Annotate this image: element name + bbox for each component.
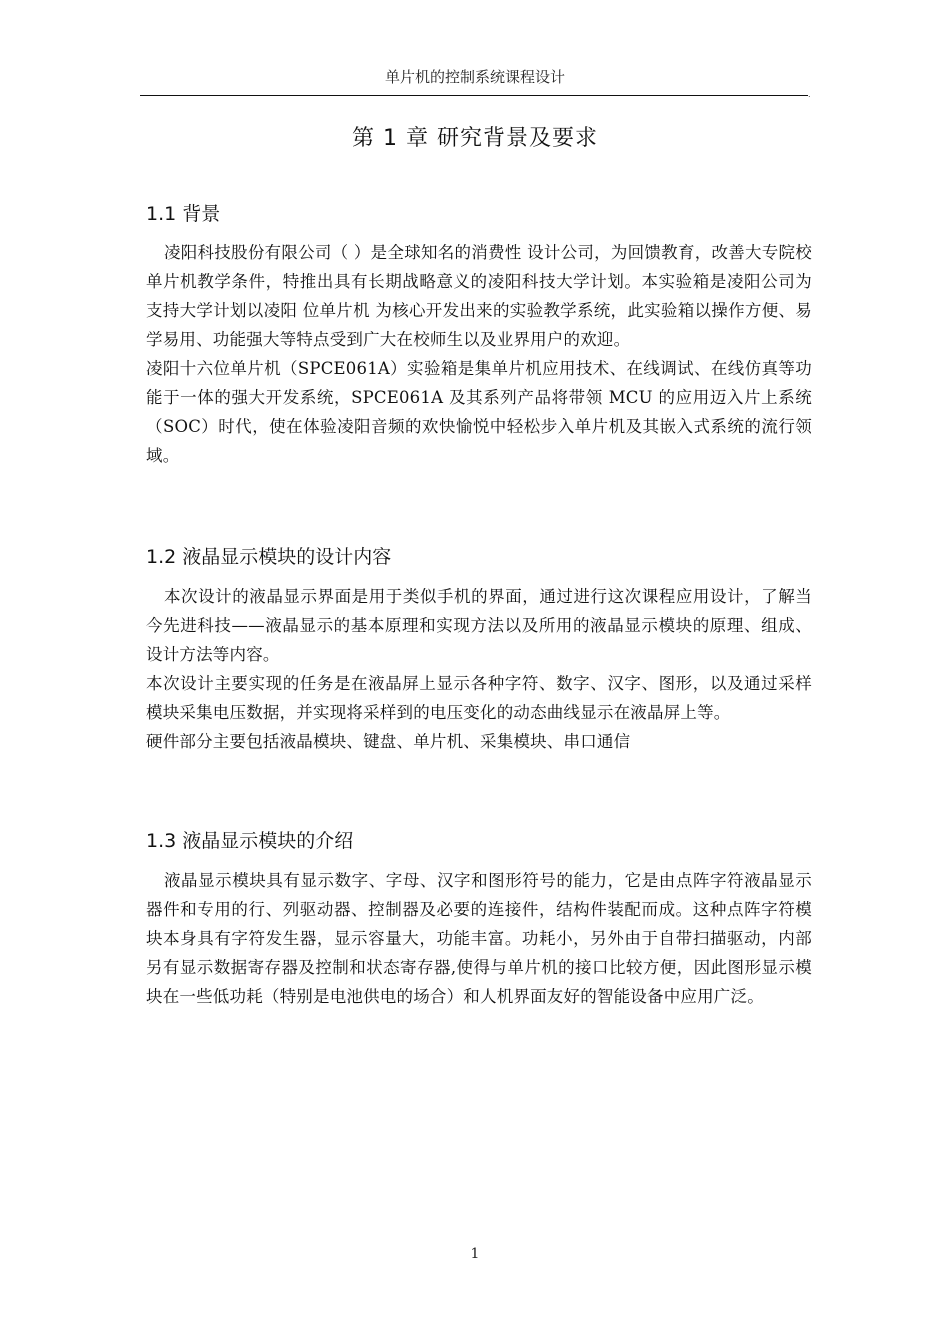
paragraph: 本次设计的液晶显示界面是用于类似手机的界面，通过进行这次课程应用设计，了解当今先进科技——液晶显示的基本原理和实现方法以及所用的液晶显示模块的原理、组成、设计方法等内容。 (146, 587, 812, 664)
section-heading-1-3: 1.3 液晶显示模块的介绍 (146, 830, 354, 852)
section-body-1-2 (146, 582, 812, 756)
section-body-1-3 (146, 866, 812, 1011)
running-header: 单片机的控制系统课程设计 (384, 68, 565, 86)
section-body-1-1 (146, 238, 812, 470)
header-rule (140, 95, 808, 96)
chapter-title: 第 1 章 研究背景及要求 (352, 126, 598, 151)
paragraph: 凌阳科技股份有限公司（ ）是全球知名的消费性 设计公司，为回馈教育，改善大专院校单片机教学条件，特推出具有长期战略意义的凌阳科技大学计划。本实验箱是凌阳公司为支持大学计划以凌阳 位单片机 为核心开发出来的实验教学系统，此实验箱以操作方便、易学易用、功能强大等特点受到广大在校师生以及业界用户的欢迎。 (146, 243, 812, 349)
paragraph: 凌阳十六位单片机（SPCE061A）实验箱是集单片机应用技术、在线调试、在线仿真等功能于一体的强大开发系统，SPCE061A 及其系列产品将带领 MCU 的应用迈入片上系统（SOC）时代，使在体验凌阳音频的欢快愉悦中轻松步入单片机及其嵌入式系统的流行领域。 (146, 359, 812, 465)
section-heading-1-2: 1.2 液晶显示模块的设计内容 (146, 546, 392, 568)
paragraph: 液晶显示模块具有显示数字、字母、汉字和图形符号的能力，它是由点阵字符液晶显示器件和专用的行、列驱动器、控制器及必要的连接件，结构件装配而成。这种点阵字符模块本身具有字符发生器，显示容量大，功能丰富。功耗小，另外由于自带扫描驱动，内部另有显示数据寄存器及控制和状态寄存器,使得与单片机的接口比较方便，因此图形显示模块在一些低功耗（特别是电池供电的场合）和人机界面友好的智能设备中应用广泛。 (146, 871, 812, 1006)
header-mark: . (808, 90, 811, 99)
section-heading-1-1: 1.1 背景 (146, 203, 221, 225)
paragraph: 硬件部分主要包括液晶模块、键盘、单片机、采集模块、串口通信 (146, 732, 631, 751)
paragraph: 本次设计主要实现的任务是在液晶屏上显示各种字符、数字、汉字、图形，以及通过采样模块采集电压数据，并实现将采样到的电压变化的动态曲线显示在液晶屏上等。 (146, 674, 812, 722)
page-number: 1 (470, 1246, 480, 1262)
